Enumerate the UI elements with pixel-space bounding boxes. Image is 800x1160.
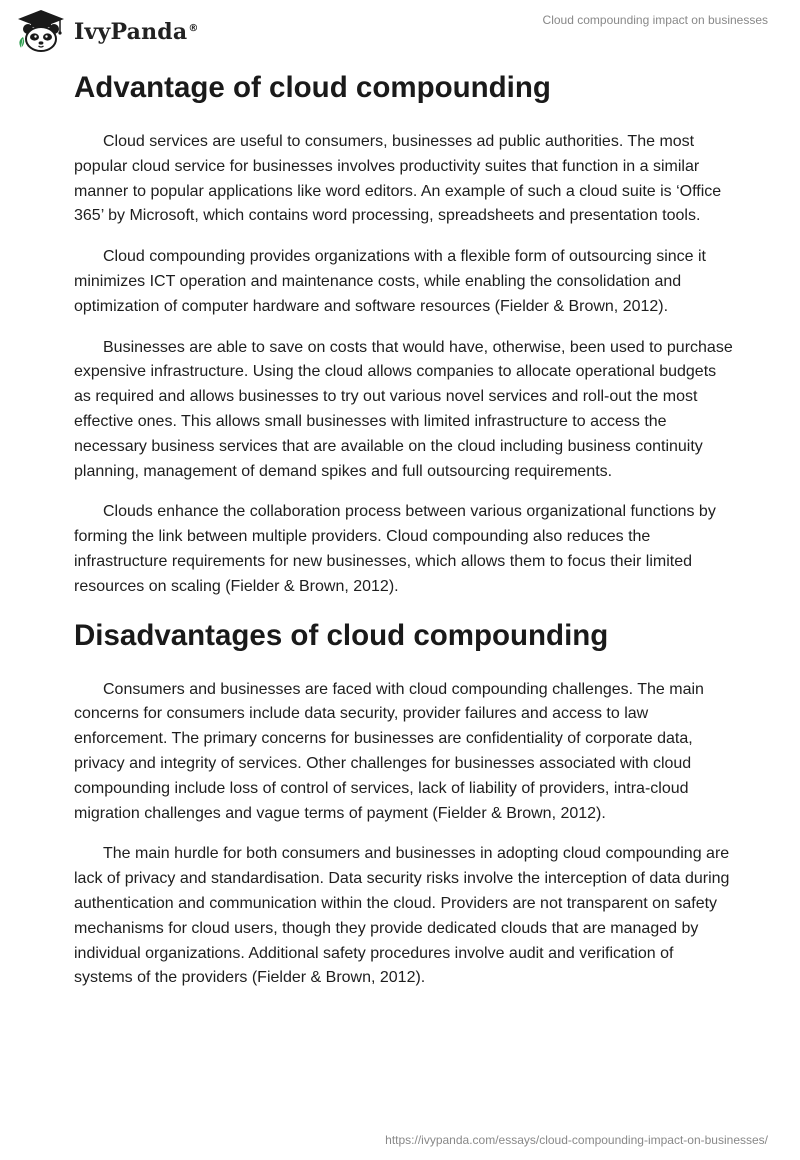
paragraph: Clouds enhance the collaboration process between various organizational functions by forming the link between multiple providers. Cloud compounding also reduces the infrastructure requirements for new businesses, which allows them to focus their limited resources on scaling (Fielder & Brown, 2012). [74,503,716,595]
section-heading: Disadvantages of cloud compounding [74,618,609,652]
paragraph: The main hurdle for both consumers and businesses in adopting cloud compounding are lack of privacy and standardisation. Data security risks involve the interception of data during authentication and communication within the cloud. Providers are not transparent on safety mechanisms for cloud users, though they provide dedicated clouds that are managed by individual organizations. Additional safety procedures involve audit and verification of systems of the providers (Fielder & Brown, 2012). [74,845,730,987]
paragraph: Consumers and businesses are faced with cloud compounding challenges. The main concerns for consumers include data security, provider failures and access to law enforcement. The primary concerns for businesses are confidentiality of corporate data, privacy and integrity of services. Other challenges for businesses associated with cloud compounding include loss of control of services, lack of liability of providers, intra-cloud migration challenges and vague terms of payment (Fielder & Brown, 2012). [74,680,704,822]
logo-wordmark: IvyPanda® [74,19,199,45]
paragraph: Cloud compounding provides organizations with a flexible form of outsourcing since it minimizes ICT operation and maintenance costs, while enabling the consolidation and optimization of computer hardware and software resources (Fielder & Brown, 2012). [74,248,706,315]
paragraph: Businesses are able to save on costs that would have, otherwise, been used to purchase expensive infrastructure. Using the cloud allows companies to allocate operational budgets as required and allows businesses to try out various novel services and roll-out the most effective ones. This allows small businesses with limited infrastructure to access the necessary business services that are available on the cloud including business continuity planning, management of demand spikes and full outsourcing requirements. [74,338,733,480]
running-title: Cloud compounding impact on businesses [542,13,768,27]
page-header [0,0,800,60]
section-heading: Advantage of cloud compounding [74,71,551,104]
paragraph: Cloud services are useful to consumers, businesses ad public authorities. The most popular cloud service for businesses involves productivity suites that function in a similar manner to popular applications like word editors. An example of such a cloud suite is ‘Office 365’ by Microsoft, which contains word processing, spreadsheets and presentation tools. [74,133,722,225]
section-advantages [74,68,734,600]
panda-graduate-icon [14,8,68,54]
section-disadvantages [74,616,734,992]
essay-content [74,68,734,1007]
ivypanda-logo[interactable] [14,8,199,54]
source-url-link[interactable]: https://ivypanda.com/essays/cloud-compounding-impact-on-businesses/ [385,1133,768,1147]
